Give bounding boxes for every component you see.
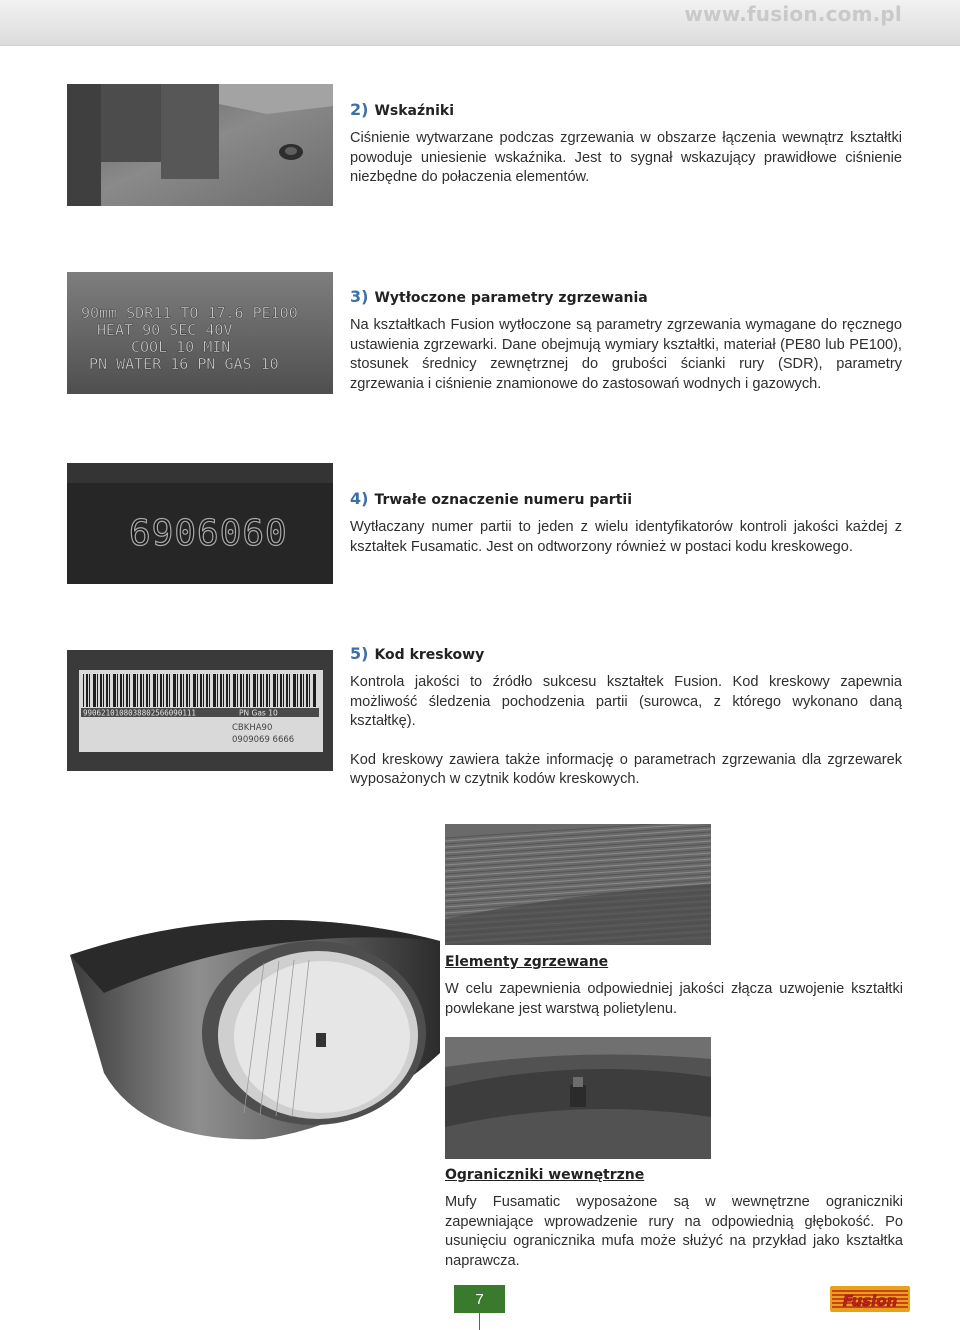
barcode-bar bbox=[117, 674, 118, 707]
internal-stops-photo bbox=[445, 1037, 711, 1159]
barcode-bar bbox=[289, 674, 290, 707]
barcode-bar bbox=[226, 674, 228, 707]
fusion-logo bbox=[828, 1284, 912, 1314]
barcode-bar bbox=[293, 674, 296, 707]
section-embossed-parameters bbox=[350, 287, 902, 394]
section-title: Elementy zgrzewane bbox=[445, 954, 609, 970]
barcode-bar bbox=[133, 674, 136, 707]
batch-number-photo bbox=[67, 463, 333, 584]
barcode-bar bbox=[246, 674, 248, 707]
barcode-bar bbox=[217, 674, 218, 707]
barcode-bar bbox=[237, 674, 238, 707]
embossed-line-4: PN WATER 16 PN GAS 10 bbox=[89, 355, 279, 373]
header-bar bbox=[0, 0, 960, 46]
barcode-bar bbox=[193, 674, 196, 707]
section-title: Kod kreskowy bbox=[374, 647, 485, 663]
barcode-bar bbox=[280, 674, 282, 707]
barcode-bar bbox=[197, 674, 198, 707]
barcode-bar bbox=[103, 674, 104, 707]
barcode-bar bbox=[100, 674, 102, 707]
barcode-bar bbox=[97, 674, 98, 707]
section-paragraph: Mufy Fusamatic wyposażone są w wewnętrzne ograniczniki zapewniające wprowadzenie rury na odpowiednią głębokość. Po usunięciu ogranicznika mufa może służyć na przykład jako kształtka naprawcza. bbox=[445, 1194, 903, 1269]
barcode-bar bbox=[169, 674, 170, 707]
barcode-bar bbox=[233, 674, 236, 707]
barcode-bar bbox=[200, 674, 202, 707]
embossed-line-3: COOL 10 MIN bbox=[131, 338, 231, 356]
barcode-bar bbox=[180, 674, 182, 707]
barcode-bar bbox=[93, 674, 96, 707]
section-paragraph: Na kształtkach Fusion wytłoczone są parametry zgrzewania wymagane do ręcznego ustawienia zgrzewarki. Dane obejmują wymiary kształtki, materiał (PE80 lub PE100), stosunek średnicy zewnętrznej do grubości ścianki rury (SDR), parametry zgrzewania i ciśnienie znamionowe do zastosowań wodnych i gazowych. bbox=[350, 317, 902, 392]
embossed-parameters-photo bbox=[67, 272, 333, 394]
fitting-exterior-photo bbox=[64, 903, 442, 1145]
barcode-bar bbox=[129, 674, 130, 707]
winding-photo bbox=[445, 824, 711, 945]
barcode-bar bbox=[300, 674, 302, 707]
barcode-bar bbox=[143, 674, 144, 707]
barcode-bar bbox=[140, 674, 142, 707]
barcode-bar bbox=[183, 674, 184, 707]
barcode-bar bbox=[209, 674, 210, 707]
barcode-bar bbox=[297, 674, 298, 707]
embossed-line-1: 90mm SDR11 TO 17.6 PE100 bbox=[81, 304, 298, 322]
barcode-bar bbox=[126, 674, 128, 707]
section-indicators bbox=[350, 100, 902, 188]
barcode-number: 9906210108038802566090111 bbox=[83, 708, 196, 718]
barcode-bar bbox=[269, 674, 270, 707]
section-internal-stops bbox=[445, 1167, 903, 1271]
barcode-bar bbox=[303, 674, 304, 707]
barcode-bar bbox=[123, 674, 124, 707]
barcode-bar bbox=[120, 674, 122, 707]
barcode-bar bbox=[266, 674, 268, 707]
section-title: Wytłoczone parametry zgrzewania bbox=[374, 290, 648, 306]
barcode-product-code: CBKHA90 bbox=[232, 723, 273, 733]
section-title: Trwałe oznaczenie numeru partii bbox=[374, 492, 632, 508]
barcode-bar bbox=[177, 674, 178, 707]
section-paragraph: W celu zapewnienia odpowiedniej jakości złącza uzwojenie kształtki powlekane jest warstwą polietylenu. bbox=[445, 981, 903, 1017]
barcode-bar bbox=[160, 674, 162, 707]
barcode-bar bbox=[166, 674, 168, 707]
barcode-bar bbox=[243, 674, 244, 707]
barcode-bar bbox=[229, 674, 230, 707]
barcode-bar bbox=[86, 674, 88, 707]
section-paragraph: Kod kreskowy zawiera także informację o parametrach zgrzewania dla zgrzewarek wyposażonych w czytnik kodów kreskowych. bbox=[350, 751, 902, 787]
barcode-bar bbox=[260, 674, 262, 707]
section-heading bbox=[350, 489, 902, 508]
section-barcode bbox=[350, 644, 902, 790]
section-welded-elements bbox=[445, 954, 903, 1019]
barcode-bar bbox=[220, 674, 222, 707]
barcode-bar bbox=[163, 674, 164, 707]
barcode-bar bbox=[257, 674, 258, 707]
barcode-bar bbox=[283, 674, 284, 707]
barcode-bar bbox=[157, 674, 158, 707]
barcode-bar bbox=[203, 674, 204, 707]
barcode-bar bbox=[240, 674, 242, 707]
batch-number-text: 6906060 bbox=[129, 513, 288, 554]
barcode-bar bbox=[206, 674, 208, 707]
barcode-bar bbox=[106, 674, 108, 707]
indicator-photo bbox=[67, 84, 333, 206]
section-paragraph: Kontrola jakości to źródło sukcesu kształtek Fusion. Kod kreskowy zapewnia możliwość śledzenia pochodzenia partii (surowca, z którego wykonano daną kształtkę). bbox=[350, 674, 902, 729]
embossed-line-2: HEAT 90 SEC 40V bbox=[97, 321, 233, 339]
barcode-bar bbox=[146, 674, 148, 707]
section-paragraph: Wytłaczany numer partii to jeden z wielu identyfikatorów kontroli jakości każdej z kształtek Fusamatic. Jest on odtworzony również w postaci kodu kreskowego. bbox=[350, 519, 902, 555]
barcode-photo bbox=[67, 650, 333, 771]
barcode-bar bbox=[253, 674, 256, 707]
logo-text: Fusion bbox=[842, 1292, 898, 1310]
barcode-bar bbox=[313, 674, 316, 707]
barcode-bar bbox=[149, 674, 150, 707]
barcode-bar bbox=[113, 674, 116, 707]
barcode-bar bbox=[306, 674, 308, 707]
section-number: 4) bbox=[350, 489, 369, 508]
barcode-bar bbox=[309, 674, 310, 707]
section-number: 3) bbox=[350, 287, 369, 306]
barcode-bar bbox=[186, 674, 188, 707]
barcode-bar bbox=[286, 674, 288, 707]
section-title: Wskaźniki bbox=[374, 103, 455, 119]
barcode-bar bbox=[83, 674, 84, 707]
barcode-bar bbox=[89, 674, 90, 707]
barcode-bar bbox=[109, 674, 110, 707]
section-batch-number bbox=[350, 489, 902, 557]
page-number: 7 bbox=[454, 1285, 505, 1313]
barcode-bar bbox=[173, 674, 176, 707]
barcode-bar bbox=[223, 674, 224, 707]
barcode-bar bbox=[189, 674, 190, 707]
page-number-line bbox=[479, 1313, 480, 1330]
section-heading bbox=[350, 100, 902, 119]
site-url[interactable]: www.fusion.com.pl bbox=[684, 2, 902, 26]
barcode-bar bbox=[153, 674, 156, 707]
section-number: 5) bbox=[350, 644, 369, 663]
barcode-bar bbox=[249, 674, 250, 707]
barcode-bar bbox=[263, 674, 264, 707]
section-title: Ograniczniki wewnętrzne bbox=[445, 1167, 645, 1183]
barcode-batch-code: 0909069 6666 bbox=[232, 735, 295, 745]
barcode-bar bbox=[277, 674, 278, 707]
barcode-pn-gas: PN Gas 10 bbox=[239, 708, 278, 718]
section-paragraph: Ciśnienie wytwarzane podczas zgrzewania w obszarze łączenia wewnątrz kształtki powoduje uniesienie wskaźnika. Jest to sygnał wskazujący prawidłowe ciśnienie niezbędne do połaczenia elementów. bbox=[350, 130, 902, 185]
barcode-bar bbox=[137, 674, 138, 707]
barcode-bar bbox=[273, 674, 276, 707]
barcode-bar bbox=[213, 674, 216, 707]
section-number: 2) bbox=[350, 100, 369, 119]
section-heading bbox=[350, 644, 902, 663]
section-heading bbox=[350, 287, 902, 306]
